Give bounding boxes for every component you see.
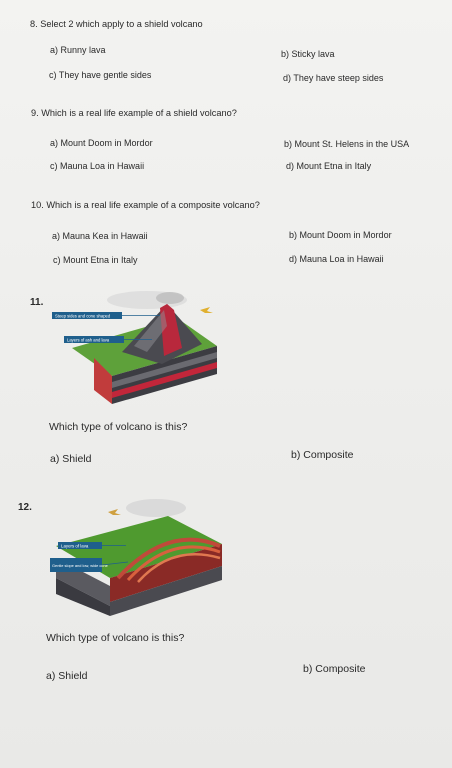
option-10b[interactable]: b) Mount Doom in Mordor: [289, 230, 392, 240]
composite-volcano-diagram: [52, 286, 222, 404]
smoke-cloud: [126, 499, 186, 517]
option-11a[interactable]: a) Shield: [50, 453, 92, 465]
option-8c[interactable]: c) They have gentle sides: [49, 70, 152, 80]
question-number: 10.: [31, 200, 44, 210]
question-number: 8.: [30, 19, 38, 29]
question-number: 12.: [18, 502, 32, 513]
question-text: Which is a real life example of a composite volcano?: [46, 200, 260, 210]
option-12b[interactable]: b) Composite: [303, 663, 366, 675]
plane-icon: [108, 509, 121, 515]
question-text: Which is a real life example of a shield volcano?: [41, 108, 237, 118]
figure-label: Steep sides and cone shaped: [55, 313, 111, 319]
question-number: 11.: [30, 297, 44, 308]
question-text: Which type of volcano is this?: [46, 632, 185, 644]
option-9c[interactable]: c) Mauna Loa in Hawaii: [50, 161, 145, 171]
question-text: Which type of volcano is this?: [49, 421, 188, 433]
option-9d[interactable]: d) Mount Etna in Italy: [286, 161, 372, 171]
option-10d[interactable]: d) Mauna Loa in Hawaii: [289, 254, 384, 264]
option-8b[interactable]: b) Sticky lava: [281, 49, 335, 59]
option-8a[interactable]: a) Runny lava: [50, 45, 106, 55]
question-8: [30, 19, 203, 29]
option-8d[interactable]: d) They have steep sides: [283, 73, 384, 83]
option-11b[interactable]: b) Composite: [291, 449, 354, 461]
option-9a[interactable]: a) Mount Doom in Mordor: [50, 138, 153, 148]
option-10c[interactable]: c) Mount Etna in Italy: [53, 255, 138, 265]
figure-label: Layers of ash and lava: [67, 337, 110, 343]
option-12a[interactable]: a) Shield: [46, 670, 88, 682]
plane-icon: [200, 307, 213, 313]
question-10: [31, 200, 260, 210]
smoke-cloud: [156, 292, 184, 304]
question-number: 9.: [31, 108, 39, 118]
figure-label: Layers of lava: [61, 543, 89, 549]
shield-volcano-diagram: [48, 494, 226, 618]
option-9b[interactable]: b) Mount St. Helens in the USA: [284, 139, 410, 149]
option-10a[interactable]: a) Mauna Kea in Hawaii: [52, 231, 148, 241]
figure-label: Gentle slope and low, wide cone: [52, 563, 108, 568]
question-text: Select 2 which apply to a shield volcano: [40, 19, 203, 29]
question-9: [31, 108, 237, 118]
